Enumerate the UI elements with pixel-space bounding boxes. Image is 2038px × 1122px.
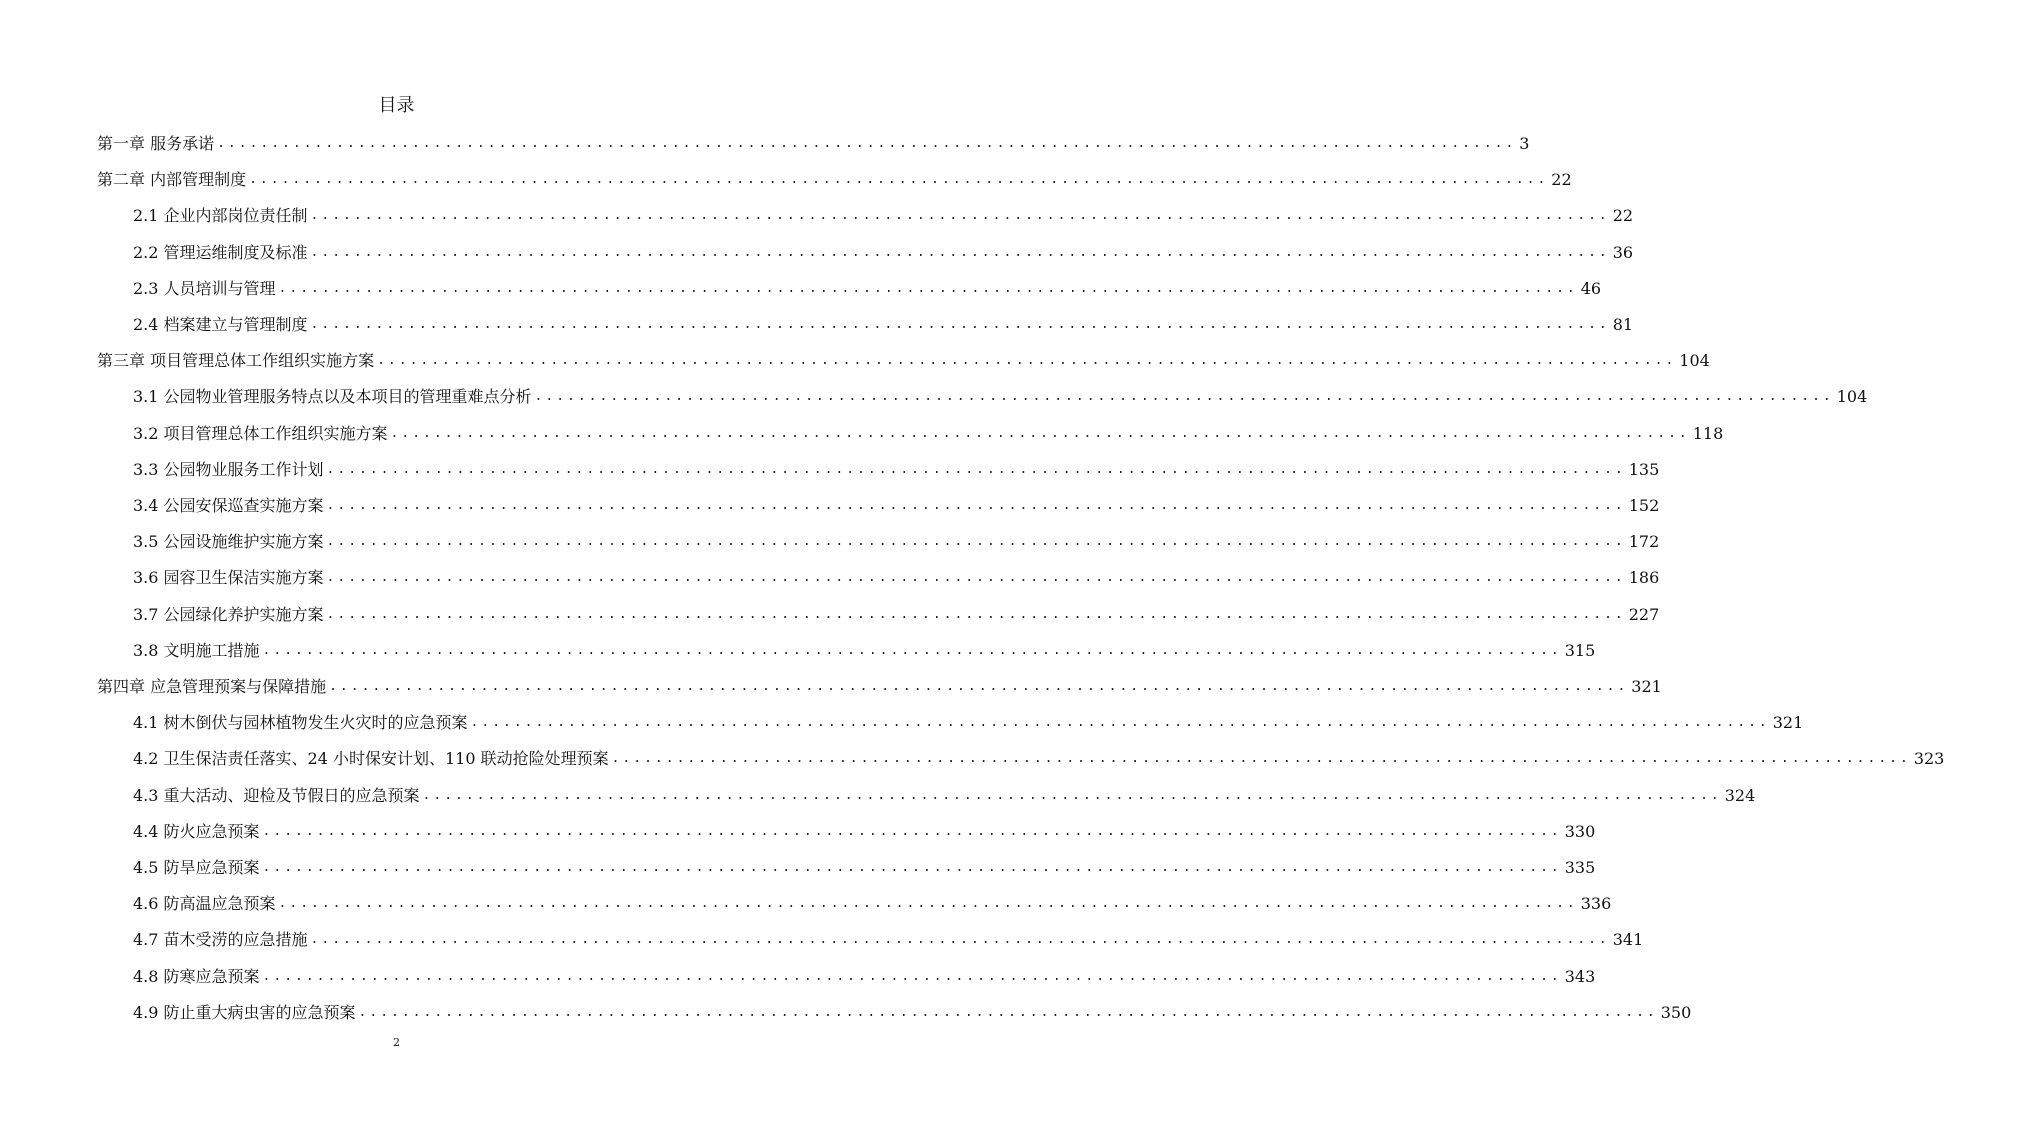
toc-dot-leader: ........................................................................................................................ [262, 823, 1562, 839]
toc-entry-label: 4.9 防止重大病虫害的应急预案 [133, 1002, 356, 1022]
toc-dot-leader: ........................................................................................................................ [534, 389, 1834, 405]
toc-entry-label: 4.5 防旱应急预案 [133, 858, 260, 877]
toc-entry-page: 22 [1612, 206, 1634, 226]
toc-entry-page: 81 [1612, 315, 1634, 334]
toc-entry[interactable] [0, 995, 1692, 1031]
toc-entry-label: 第二章 内部管理制度 [97, 170, 247, 190]
toc-entry-page: 323 [1913, 749, 1945, 769]
toc-dot-leader: ........................................................................................................................ [326, 461, 1626, 477]
toc-entry-label: 4.7 苗木受涝的应急措施 [133, 930, 308, 950]
toc-entry[interactable] [0, 235, 1634, 271]
toc-entry-label: 2.3 人员培训与管理 [133, 278, 276, 298]
toc-entry[interactable] [0, 452, 1660, 488]
toc-dot-leader: ........................................................................................................................ [310, 244, 1610, 260]
toc-entry-label: 4.1 树木倒伏与园林植物发生火灾时的应急预案 [133, 713, 468, 733]
toc-dot-leader: ........................................................................................................................ [390, 425, 1690, 441]
toc-entry-page: 343 [1564, 966, 1596, 986]
toc-entry-page: 135 [1628, 459, 1660, 479]
toc-dot-leader: ........................................................................................................................ [278, 896, 1578, 912]
toc-entry[interactable] [0, 959, 1596, 995]
toc-dot-leader: ........................................................................................................................ [326, 570, 1626, 586]
toc-title: 目录 [378, 95, 415, 116]
toc-entry-page: 104 [1836, 387, 1868, 407]
toc-entry-label: 2.2 管理运维制度及标准 [133, 242, 308, 262]
toc-entry-page: 315 [1564, 640, 1596, 660]
toc-dot-leader: ........................................................................................................................ [310, 208, 1610, 224]
toc-entry-page: 3 [1519, 134, 1530, 153]
toc-entry-label: 4.3 重大活动、迎检及节假日的应急预案 [133, 785, 420, 805]
toc-dot-leader: ........................................................................................................................ [470, 715, 1770, 731]
toc-dot-leader: ........................................................................................................................ [326, 606, 1626, 622]
toc-entry-label: 4.4 防火应急预案 [133, 821, 260, 841]
toc-entry-label: 第三章 项目管理总体工作组织实施方案 [97, 351, 375, 371]
toc-entry[interactable] [0, 705, 1804, 741]
toc-entry[interactable] [0, 271, 1602, 307]
toc-entry-label: 4.8 防寒应急预案 [133, 966, 260, 986]
toc-entry[interactable] [0, 850, 1596, 886]
toc-entry[interactable] [0, 307, 1634, 343]
toc-dot-leader: ........................................................................................................................ [262, 860, 1562, 875]
toc-dot-leader: ........................................................................................................................ [310, 317, 1610, 332]
toc-entry-label: 3.8 文明施工措施 [133, 640, 260, 660]
toc-entry-label: 3.2 项目管理总体工作组织实施方案 [133, 423, 388, 443]
toc-entry-page: 350 [1660, 1002, 1692, 1022]
toc-entry-page: 324 [1724, 785, 1756, 805]
toc-entry-page: 36 [1612, 242, 1634, 262]
toc-entry[interactable] [0, 126, 1530, 162]
toc-entry-label: 2.1 企业内部岗位责任制 [133, 206, 308, 226]
toc-entry[interactable] [0, 343, 1710, 379]
toc-entry-label: 2.4 档案建立与管理制度 [133, 315, 308, 334]
toc-dot-leader: ........................................................................................................................ [217, 136, 1517, 151]
toc-entry-page: 321 [1772, 713, 1804, 733]
toc-entry[interactable] [0, 379, 1868, 415]
toc-entry-label: 第四章 应急管理预案与保障措施 [97, 677, 327, 696]
toc-entry-page: 186 [1628, 568, 1660, 588]
toc-entry[interactable] [0, 669, 1662, 705]
toc-entry-page: 227 [1628, 604, 1660, 624]
toc-entry-page: 172 [1628, 532, 1660, 552]
toc-entry-page: 330 [1564, 821, 1596, 841]
toc-entry[interactable] [0, 560, 1660, 596]
toc-dot-leader: ........................................................................................................................ [326, 498, 1626, 513]
toc-dot-leader: ........................................................................................................................ [422, 787, 1722, 803]
toc-entry-label: 3.5 公园设施维护实施方案 [133, 532, 324, 552]
toc-entry-page: 118 [1692, 423, 1724, 443]
toc-entry-page: 341 [1612, 930, 1644, 950]
toc-entry[interactable] [0, 886, 1612, 922]
toc-entry-label: 3.3 公园物业服务工作计划 [133, 459, 324, 479]
toc-entry[interactable] [0, 162, 1572, 198]
toc-entry-label: 3.4 公园安保巡查实施方案 [133, 496, 324, 515]
toc-dot-leader: ........................................................................................................................ [262, 642, 1562, 658]
toc-dot-leader: ........................................................................................................................ [329, 679, 1629, 694]
toc-dot-leader: ........................................................................................................................ [249, 172, 1549, 188]
toc-entry[interactable] [0, 778, 1756, 814]
toc-entry[interactable] [0, 198, 1634, 234]
toc-entry[interactable] [0, 597, 1660, 633]
toc-entry[interactable] [0, 814, 1596, 850]
toc-dot-leader: ........................................................................................................................ [262, 968, 1562, 984]
toc-entry-label: 第一章 服务承诺 [97, 134, 215, 153]
toc-entry-label: 3.1 公园物业管理服务特点以及本项目的管理重难点分析 [133, 387, 532, 407]
page-number: 2 [393, 1036, 400, 1049]
toc-dot-leader: ........................................................................................................................ [377, 353, 1677, 369]
toc-dot-leader: ........................................................................................................................ [278, 280, 1578, 296]
toc-entry-page: 321 [1631, 677, 1662, 696]
toc-entry-label: 3.6 园容卫生保洁实施方案 [133, 568, 324, 588]
toc-entry[interactable] [0, 416, 1724, 452]
toc-entry[interactable] [0, 741, 1945, 777]
toc-entry-page: 46 [1580, 278, 1602, 298]
toc-entry-label: 3.7 公园绿化养护实施方案 [133, 604, 324, 624]
toc-entry[interactable] [0, 524, 1660, 560]
toc-entry-page: 104 [1679, 351, 1710, 371]
toc-dot-leader: ........................................................................................................................ [358, 1004, 1658, 1020]
toc-entry-page: 336 [1580, 894, 1612, 914]
toc-entry-label: 4.2 卫生保洁责任落实、24 小时保安计划、110 联动抢险处理预案 [133, 749, 609, 769]
toc-entry[interactable] [0, 488, 1660, 524]
toc-entry[interactable] [0, 922, 1644, 958]
toc-dot-leader: ........................................................................................................................ [326, 534, 1626, 550]
toc-entry-page: 22 [1551, 170, 1572, 190]
toc-entry-page: 335 [1564, 858, 1596, 877]
toc-dot-leader: ........................................................................................................................ [611, 751, 1911, 767]
toc-dot-leader: ........................................................................................................................ [310, 932, 1610, 948]
toc-entry[interactable] [0, 633, 1596, 669]
toc-entry-page: 152 [1628, 496, 1660, 515]
toc-entry-label: 4.6 防高温应急预案 [133, 894, 276, 914]
